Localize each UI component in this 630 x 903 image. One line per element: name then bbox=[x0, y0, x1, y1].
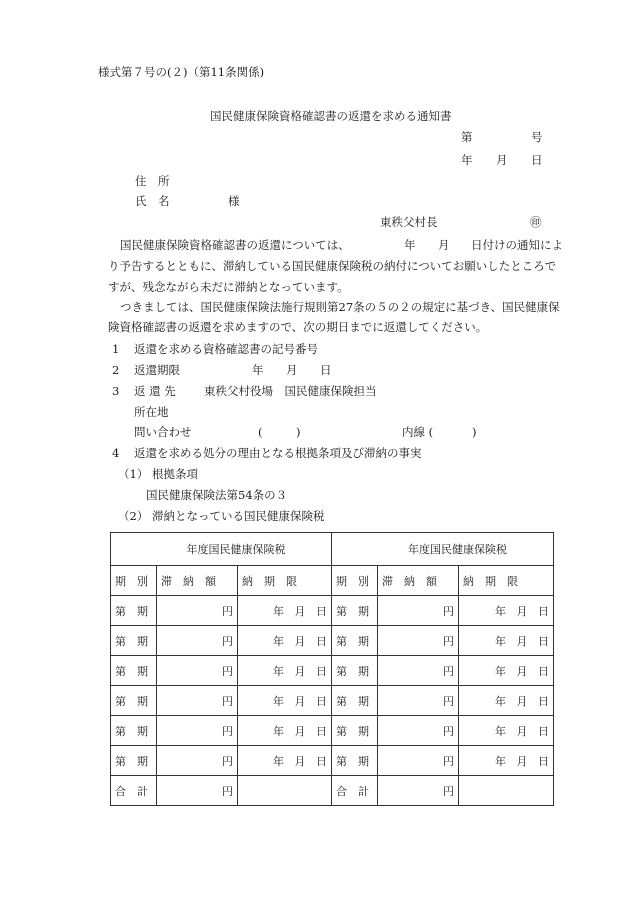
deadline-cell bbox=[459, 716, 554, 746]
location-label: 所在地 bbox=[134, 405, 169, 419]
year-header-left bbox=[111, 533, 332, 566]
deadline-year: 年 bbox=[273, 634, 284, 648]
item2-text: 返還期限 bbox=[134, 363, 180, 377]
total-label: 合 計 bbox=[332, 776, 378, 806]
period-cell: 第 期 bbox=[332, 656, 378, 686]
table-row bbox=[111, 686, 554, 716]
table-row bbox=[111, 656, 554, 686]
item4-text: 返還を求める処分の理由となる根拠条項及び滞納の事実 bbox=[134, 446, 422, 460]
document-title: 国民健康保険資格確認書の返還を求める通知書 bbox=[210, 109, 452, 123]
yen-unit: 円 bbox=[443, 784, 454, 798]
deadline-day: 日 bbox=[538, 634, 549, 648]
yen-unit: 円 bbox=[222, 694, 233, 708]
table-row bbox=[111, 596, 554, 626]
year-header-right-text: 年度国民健康保険税 bbox=[408, 543, 507, 556]
deadline-year: 年 bbox=[495, 604, 506, 618]
sub2-label: （2） 滞納となっている国民健康保険税 bbox=[118, 509, 325, 523]
body-p1-l1b: 日付けの通知によ bbox=[471, 238, 563, 252]
period-cell: 第 期 bbox=[111, 686, 157, 716]
body-p2-l2: 険資格確認書の返還を求めますので、次の期日までに返還してください。 bbox=[108, 320, 488, 334]
seal: ㊞ bbox=[530, 215, 542, 229]
item2-year: 年 bbox=[252, 363, 264, 377]
deadline-day: 日 bbox=[316, 604, 327, 618]
deadline-cell bbox=[459, 686, 554, 716]
amount-cell bbox=[157, 746, 238, 776]
deadline-month: 月 bbox=[516, 604, 528, 618]
yen-unit: 円 bbox=[222, 604, 233, 618]
deadline-cell bbox=[238, 596, 332, 626]
deadline-day: 日 bbox=[316, 634, 327, 648]
deadline-month: 月 bbox=[294, 694, 306, 708]
yen-unit: 円 bbox=[443, 664, 454, 678]
body-p1-l1-year: 年 bbox=[404, 238, 416, 252]
amount-cell bbox=[157, 716, 238, 746]
deadline-cell bbox=[459, 746, 554, 776]
table-year-header-row bbox=[111, 533, 554, 566]
yen-unit: 円 bbox=[222, 634, 233, 648]
total-empty bbox=[459, 776, 554, 806]
delinquent-tax-table bbox=[110, 532, 554, 806]
period-cell: 第 期 bbox=[111, 716, 157, 746]
deadline-year: 年 bbox=[495, 634, 506, 648]
deadline-day: 日 bbox=[316, 724, 327, 738]
period-cell: 第 期 bbox=[111, 626, 157, 656]
amount-cell bbox=[378, 626, 459, 656]
date-year: 年 bbox=[461, 153, 473, 167]
year-header-right bbox=[332, 533, 554, 566]
deadline-month: 月 bbox=[516, 754, 528, 768]
yen-unit: 円 bbox=[222, 784, 233, 798]
period-cell: 第 期 bbox=[332, 596, 378, 626]
table-row bbox=[111, 626, 554, 656]
yen-unit: 円 bbox=[222, 664, 233, 678]
total-amount bbox=[157, 776, 238, 806]
body-p1-l1-month: 月 bbox=[438, 238, 450, 252]
amount-cell bbox=[157, 596, 238, 626]
deadline-day: 日 bbox=[316, 664, 327, 678]
sub1-text: 国民健康保険法第54条の３ bbox=[146, 488, 288, 502]
period-cell: 第 期 bbox=[111, 746, 157, 776]
total-amount bbox=[378, 776, 459, 806]
deadline-month: 月 bbox=[516, 694, 528, 708]
deadline-year: 年 bbox=[273, 664, 284, 678]
item4-number: 4 bbox=[112, 446, 120, 460]
deadline-month: 月 bbox=[294, 634, 306, 648]
item3-office: 東秩父村役場 国民健康保険担当 bbox=[204, 384, 377, 398]
period-cell: 第 期 bbox=[111, 656, 157, 686]
amount-cell bbox=[378, 716, 459, 746]
deadline-day: 日 bbox=[538, 694, 549, 708]
deadline-year: 年 bbox=[273, 724, 284, 738]
period-cell: 第 期 bbox=[332, 716, 378, 746]
item3-number: 3 bbox=[112, 384, 120, 398]
period-cell: 第 期 bbox=[332, 686, 378, 716]
deadline-day: 日 bbox=[538, 664, 549, 678]
col-period-header: 期 別 bbox=[332, 566, 378, 596]
amount-cell bbox=[378, 596, 459, 626]
year-header-left-text: 年度国民健康保険税 bbox=[186, 543, 286, 556]
body-p2-l1: つきましては、国民健康保険法施行規則第27条の５の２の規定に基づき、国民健康保 bbox=[120, 300, 560, 314]
total-label: 合 計 bbox=[111, 776, 157, 806]
item2-day: 日 bbox=[320, 363, 332, 377]
deadline-month: 月 bbox=[516, 664, 528, 678]
deadline-cell bbox=[238, 746, 332, 776]
deadline-month: 月 bbox=[294, 664, 306, 678]
body-p1-l3: すが、残念ながら未だに滞納となっています。 bbox=[108, 280, 349, 294]
deadline-month: 月 bbox=[516, 634, 528, 648]
deadline-month: 月 bbox=[294, 754, 306, 768]
deadline-year: 年 bbox=[495, 664, 506, 678]
deadline-day: 日 bbox=[316, 694, 327, 708]
deadline-day: 日 bbox=[538, 604, 549, 618]
deadline-year: 年 bbox=[495, 694, 506, 708]
item1-text: 返還を求める資格確認書の記号番号 bbox=[134, 342, 318, 356]
amount-cell bbox=[157, 686, 238, 716]
name-label: 氏 名 bbox=[135, 194, 170, 208]
amount-cell bbox=[378, 746, 459, 776]
yen-unit: 円 bbox=[443, 724, 454, 738]
deadline-cell bbox=[459, 626, 554, 656]
sub1-label: （1） 根拠条項 bbox=[118, 467, 198, 481]
amount-cell bbox=[157, 626, 238, 656]
yen-unit: 円 bbox=[443, 754, 454, 768]
deadline-year: 年 bbox=[273, 754, 284, 768]
honorific: 様 bbox=[228, 194, 240, 208]
item2-month: 月 bbox=[286, 363, 298, 377]
deadline-cell bbox=[459, 596, 554, 626]
contact-label: 問い合わせ bbox=[134, 425, 192, 439]
body-p1-l1a: 国民健康保険資格確認書の返還については、 bbox=[120, 238, 350, 252]
deadline-year: 年 bbox=[273, 604, 284, 618]
col-deadline-header: 納 期 限 bbox=[459, 566, 554, 596]
yen-unit: 円 bbox=[222, 754, 233, 768]
deadline-year: 年 bbox=[495, 754, 506, 768]
item3-label: 返 還 先 bbox=[134, 384, 176, 398]
deadline-cell bbox=[238, 626, 332, 656]
table-row bbox=[111, 746, 554, 776]
date-day: 日 bbox=[531, 153, 543, 167]
extension-close-paren: ) bbox=[472, 425, 477, 439]
table-total-row bbox=[111, 776, 554, 806]
col-amount-header: 滞 納 額 bbox=[378, 566, 459, 596]
period-cell: 第 期 bbox=[332, 746, 378, 776]
deadline-day: 日 bbox=[538, 754, 549, 768]
extension-label: 内線 ( bbox=[402, 425, 434, 439]
period-cell: 第 期 bbox=[111, 596, 157, 626]
deadline-cell bbox=[459, 656, 554, 686]
col-deadline-header: 納 期 限 bbox=[238, 566, 332, 596]
ref-go: 号 bbox=[531, 130, 543, 144]
deadline-day: 日 bbox=[316, 754, 327, 768]
deadline-month: 月 bbox=[294, 724, 306, 738]
deadline-cell bbox=[238, 656, 332, 686]
deadline-day: 日 bbox=[538, 724, 549, 738]
yen-unit: 円 bbox=[443, 694, 454, 708]
table-row bbox=[111, 716, 554, 746]
amount-cell bbox=[378, 686, 459, 716]
date-month: 月 bbox=[496, 153, 508, 167]
contact-open-paren: ( bbox=[258, 425, 263, 439]
deadline-year: 年 bbox=[273, 694, 284, 708]
col-amount-header: 滞 納 額 bbox=[157, 566, 238, 596]
deadline-cell bbox=[238, 686, 332, 716]
body-p1-l2: り予告するとともに、滞納している国民健康保険税の納付についてお願いしたところで bbox=[108, 259, 557, 273]
table-column-header-row bbox=[111, 566, 554, 596]
deadline-cell bbox=[238, 716, 332, 746]
item2-number: 2 bbox=[112, 363, 120, 377]
yen-unit: 円 bbox=[443, 604, 454, 618]
period-cell: 第 期 bbox=[332, 626, 378, 656]
total-empty bbox=[238, 776, 332, 806]
yen-unit: 円 bbox=[443, 634, 454, 648]
address-label: 住 所 bbox=[135, 174, 170, 188]
amount-cell bbox=[378, 656, 459, 686]
deadline-month: 月 bbox=[516, 724, 528, 738]
col-period-header: 期 別 bbox=[111, 566, 157, 596]
deadline-month: 月 bbox=[294, 604, 306, 618]
deadline-year: 年 bbox=[495, 724, 506, 738]
amount-cell bbox=[157, 656, 238, 686]
issuer: 東秩父村長 bbox=[380, 215, 438, 229]
item1-number: 1 bbox=[112, 342, 120, 356]
ref-dai: 第 bbox=[461, 130, 473, 144]
form-number: 様式第７号の(２)（第11条関係) bbox=[98, 65, 265, 79]
contact-close-paren: ) bbox=[296, 425, 301, 439]
yen-unit: 円 bbox=[222, 724, 233, 738]
